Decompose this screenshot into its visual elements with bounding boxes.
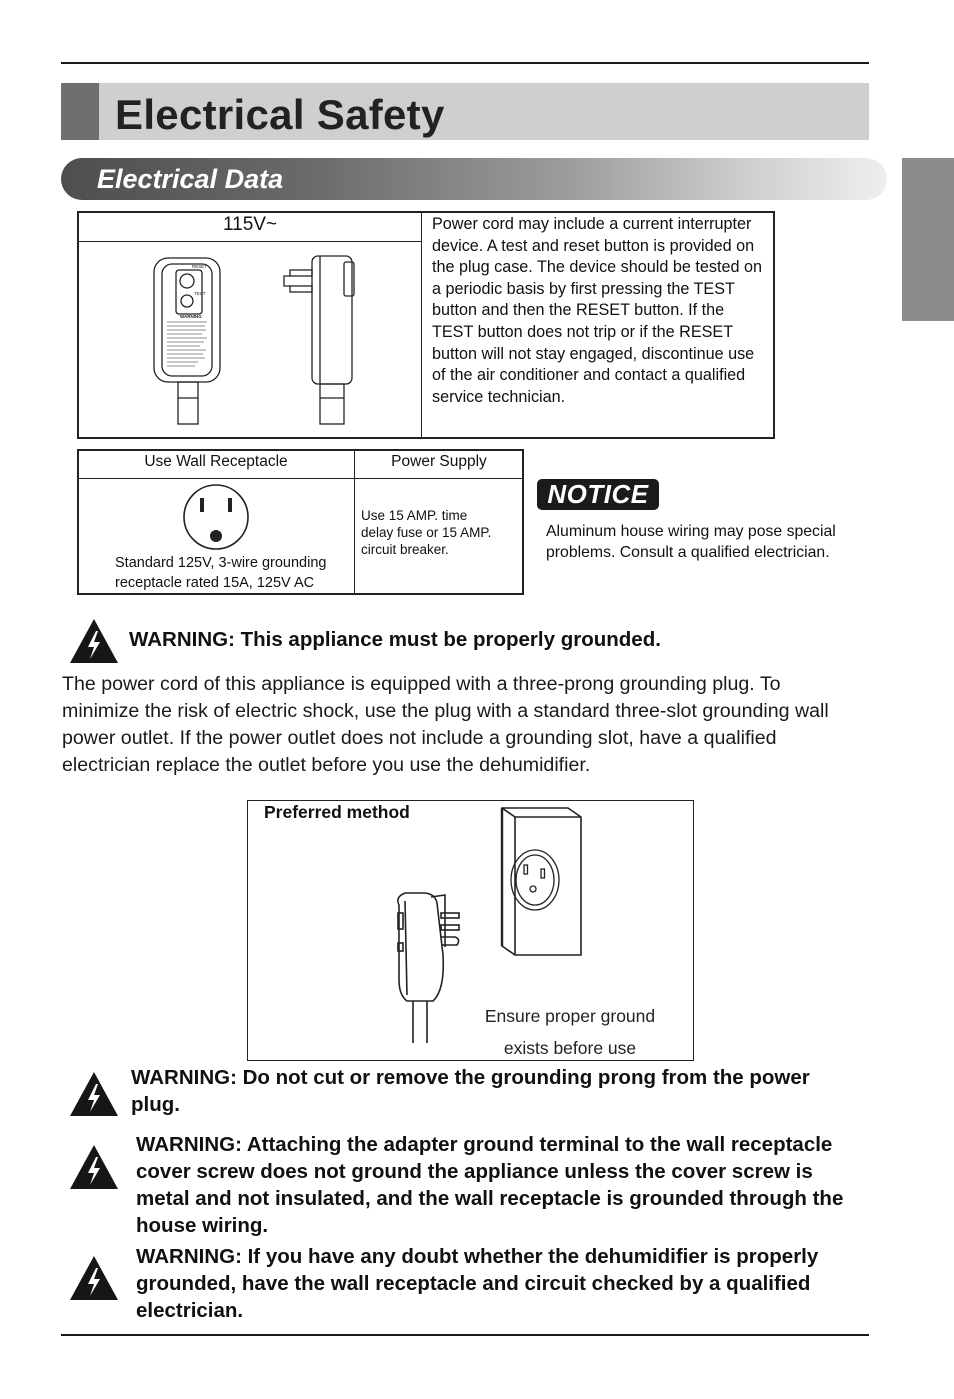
side-tab bbox=[902, 158, 954, 321]
receptacle-table-divider bbox=[354, 450, 355, 594]
power-supply-description bbox=[361, 507, 491, 558]
plug-side-view bbox=[284, 256, 354, 424]
title-stripe bbox=[61, 83, 99, 140]
plug-fine-print bbox=[167, 322, 207, 366]
warning-grounded: WARNING: This appliance must be properly grounded. bbox=[129, 628, 661, 651]
plug-warning-title: WARNING bbox=[180, 314, 202, 319]
plug-front-view bbox=[154, 258, 220, 424]
grounding-plug bbox=[398, 893, 459, 1043]
notice-badge bbox=[537, 479, 659, 510]
warning-shock-icon bbox=[68, 1070, 120, 1118]
cord-note: Power cord may include a current interrupter device. A test and reset button is provided on the plug case. The device should be tested on a periodic basis by first pressing the TEST button and then the RESET button. If the TEST button does not trip or if the RESET button will not stay engaged, discontinue use of the air conditioner and contact a qualified service technician. bbox=[432, 215, 762, 406]
gfci-plug-illustration bbox=[140, 248, 370, 436]
receptacle-desc-line1: Standard 125V, 3-wire grounding bbox=[115, 555, 327, 571]
bottom-rule bbox=[61, 1334, 869, 1336]
caption-line1: Ensure proper ground bbox=[484, 1006, 656, 1026]
test-label: TEST bbox=[194, 291, 206, 296]
spec-table-header-rule bbox=[78, 241, 421, 242]
wall-plate bbox=[502, 808, 581, 955]
top-rule bbox=[61, 62, 869, 64]
title-bar bbox=[61, 83, 869, 140]
warning-shock-icon bbox=[68, 1254, 120, 1302]
notice-text: Aluminum house wiring may pose special problems. Consult a qualified electrician. bbox=[546, 523, 836, 561]
col-header-power-supply: Power Supply bbox=[391, 453, 487, 470]
outlet-icon bbox=[182, 484, 252, 550]
col-header-receptacle: Use Wall Receptacle bbox=[144, 453, 288, 470]
receptacle-description bbox=[115, 553, 326, 593]
caption-line2: exists before use bbox=[503, 1038, 637, 1058]
supply-line3: circuit breaker. bbox=[361, 542, 449, 557]
warning-adapter-ground: WARNING: Attaching the adapter ground terminal to the wall receptacle cover screw does not ground the appliance unless the cover screw is metal and not insulated, and the wall receptacle is grounded through the house wiring. bbox=[136, 1133, 844, 1237]
reset-label: RESET bbox=[192, 264, 208, 269]
warning-shock-icon bbox=[68, 617, 120, 665]
notice-badge-label: NOTICE bbox=[547, 479, 649, 509]
supply-line2: delay fuse or 15 AMP. bbox=[361, 525, 492, 540]
receptacle-table-header-rule bbox=[78, 478, 523, 479]
warning-grounding-prong: WARNING: Do not cut or remove the grounding prong from the power plug. bbox=[131, 1066, 810, 1116]
grounding-paragraph: The power cord of this appliance is equipped with a three-prong grounding plug. To minimize the risk of electric shock, use the plug with a standard three-slot grounding wall power outlet. If the power outlet does not include a grounding slot, have a qualified electrician replace the outlet before you use the dehumidifier. bbox=[62, 673, 829, 776]
preferred-method-caption bbox=[470, 1000, 670, 1064]
spec-table-divider bbox=[421, 212, 422, 438]
voltage-label: 115V~ bbox=[222, 214, 278, 235]
warning-shock-icon bbox=[68, 1143, 120, 1191]
supply-line1: Use 15 AMP. time bbox=[361, 508, 468, 523]
section-bar bbox=[61, 158, 887, 200]
page-title: Electrical Safety bbox=[115, 91, 445, 138]
section-title: Electrical Data bbox=[97, 164, 284, 194]
preferred-method-label: Preferred method bbox=[264, 802, 410, 822]
receptacle-desc-line2: receptacle rated 15A, 125V AC bbox=[115, 575, 315, 591]
warning-grounding-doubt: WARNING: If you have any doubt whether the dehumidifier is properly grounded, have the wall receptacle and circuit checked by a qualified electrician. bbox=[136, 1245, 819, 1322]
